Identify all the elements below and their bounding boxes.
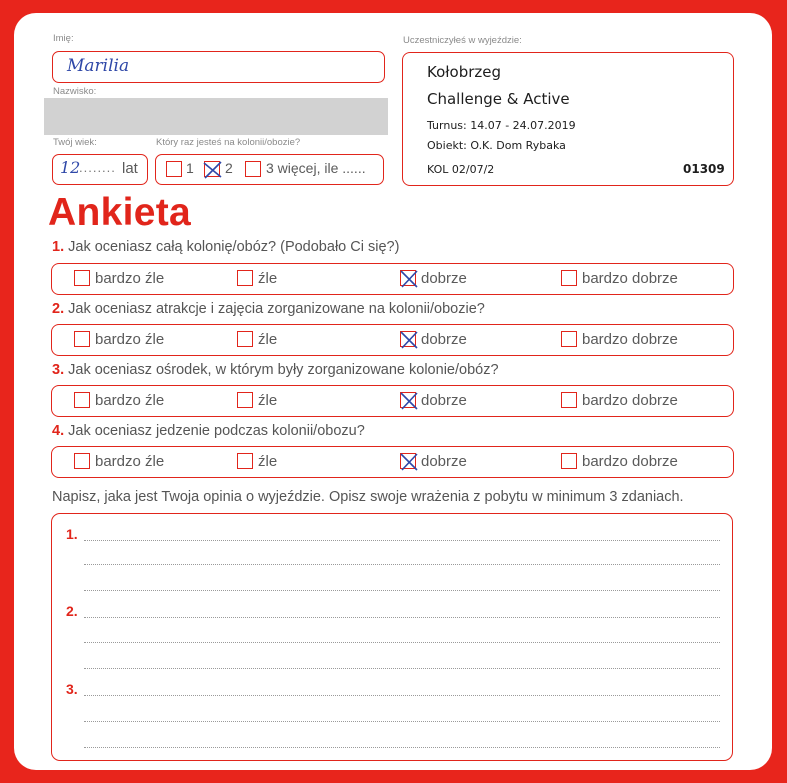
answer-line xyxy=(84,642,720,643)
rating-checkbox[interactable] xyxy=(561,331,577,347)
rating-checkbox[interactable] xyxy=(237,392,253,408)
opinion-box[interactable] xyxy=(51,513,733,761)
rating-option-label: bardzo źle xyxy=(95,453,165,470)
visit-option-3: 3 więcej, ile ...... xyxy=(266,160,366,176)
rating-option-label: bardzo dobrze xyxy=(582,453,678,470)
rating-option-label: dobrze xyxy=(421,270,467,287)
age-unit: lat xyxy=(122,160,138,177)
question-4-options xyxy=(51,446,734,478)
question-1-text xyxy=(52,239,399,255)
answer-line xyxy=(84,668,720,669)
question-3-text xyxy=(52,362,499,378)
rating-checkbox[interactable] xyxy=(400,331,416,347)
question-label: Jak oceniasz całą kolonię/obóz? (Podobało Ci się?) xyxy=(68,239,400,255)
check-mark-icon xyxy=(399,269,419,289)
question-label: Jak oceniasz ośrodek, w którym były zorganizowane kolonie/obóz? xyxy=(68,362,499,378)
question-number: 4. xyxy=(52,423,65,439)
age-field[interactable] xyxy=(52,154,148,185)
rating-checkbox[interactable] xyxy=(561,270,577,286)
rating-option-label: dobrze xyxy=(421,331,467,348)
rating-option-label: bardzo źle xyxy=(95,331,165,348)
visit-field xyxy=(155,154,384,185)
check-mark-icon xyxy=(203,160,223,180)
answer-line xyxy=(84,747,720,748)
name-label: Imię: xyxy=(53,33,74,44)
check-mark-icon xyxy=(399,330,419,350)
answer-line xyxy=(84,564,720,565)
answer-line xyxy=(84,721,720,722)
rating-checkbox[interactable] xyxy=(74,392,90,408)
rating-option-label: bardzo źle xyxy=(95,392,165,409)
opinion-number-3: 3. xyxy=(66,681,78,697)
rating-checkbox[interactable] xyxy=(74,453,90,469)
visit-label: Który raz jesteś na kolonii/obozie? xyxy=(156,137,301,148)
question-label: Jak oceniasz jedzenie podczas kolonii/obozu? xyxy=(68,423,365,439)
visit-option-2: 2 xyxy=(225,160,233,176)
rating-option-label: źle xyxy=(258,453,278,470)
question-4-text xyxy=(52,423,365,439)
rating-checkbox[interactable] xyxy=(561,392,577,408)
camp-turnus: Turnus: 14.07 - 24.07.2019 xyxy=(427,119,576,132)
rating-checkbox[interactable] xyxy=(237,331,253,347)
question-2-options xyxy=(51,324,734,356)
camp-code: KOL 02/07/2 xyxy=(427,163,495,176)
rating-option-label: źle xyxy=(258,392,278,409)
answer-line xyxy=(84,695,720,696)
surname-label: Nazwisko: xyxy=(53,86,97,97)
question-number: 2. xyxy=(52,301,65,317)
rating-option-label: źle xyxy=(258,270,278,287)
visit-checkbox-2[interactable] xyxy=(204,161,220,177)
camp-info-box xyxy=(402,52,734,186)
survey-title: Ankieta xyxy=(48,191,191,234)
age-label: Twój wiek: xyxy=(53,137,97,148)
surname-redaction xyxy=(44,98,388,135)
rating-checkbox[interactable] xyxy=(400,453,416,469)
camp-obiekt: Obiekt: O.K. Dom Rybaka xyxy=(427,139,566,152)
rating-checkbox[interactable] xyxy=(237,453,253,469)
name-value: Marilia xyxy=(67,56,130,76)
answer-line xyxy=(84,590,720,591)
rating-option-label: bardzo dobrze xyxy=(582,270,678,287)
rating-checkbox[interactable] xyxy=(237,270,253,286)
rating-checkbox[interactable] xyxy=(74,270,90,286)
visit-checkbox-1[interactable] xyxy=(166,161,182,177)
camp-number: 01309 xyxy=(683,162,725,176)
age-value: 12 xyxy=(60,158,81,177)
check-mark-icon xyxy=(399,391,419,411)
question-label: Jak oceniasz atrakcje i zajęcia zorganizowane na kolonii/obozie? xyxy=(68,301,485,317)
answer-line xyxy=(84,617,720,618)
rating-option-label: bardzo źle xyxy=(95,270,165,287)
question-3-options xyxy=(51,385,734,417)
rating-option-label: bardzo dobrze xyxy=(582,392,678,409)
camp-city: Kołobrzeg xyxy=(427,63,502,81)
rating-checkbox[interactable] xyxy=(400,270,416,286)
camp-label: Uczestniczyłeś w wyjeździe: xyxy=(403,35,522,46)
opinion-number-2: 2. xyxy=(66,603,78,619)
opinion-number-1: 1. xyxy=(66,526,78,542)
rating-option-label: dobrze xyxy=(421,453,467,470)
rating-option-label: źle xyxy=(258,331,278,348)
question-number: 1. xyxy=(52,239,65,255)
rating-checkbox[interactable] xyxy=(74,331,90,347)
visit-checkbox-3[interactable] xyxy=(245,161,261,177)
opinion-prompt: Napisz, jaka jest Twoja opinia o wyjeździe. Opisz swoje wrażenia z pobytu w minimum 3 zdaniach. xyxy=(52,489,684,505)
question-number: 3. xyxy=(52,362,65,378)
question-1-options xyxy=(51,263,734,295)
rating-option-label: bardzo dobrze xyxy=(582,331,678,348)
rating-option-label: dobrze xyxy=(421,392,467,409)
age-dots: ........ xyxy=(79,160,116,175)
question-2-text xyxy=(52,301,485,317)
check-mark-icon xyxy=(399,452,419,472)
answer-line xyxy=(84,540,720,541)
rating-checkbox[interactable] xyxy=(400,392,416,408)
camp-program: Challenge & Active xyxy=(427,90,570,108)
name-field[interactable] xyxy=(52,51,385,83)
survey-sheet xyxy=(14,13,772,770)
visit-option-1: 1 xyxy=(186,160,194,176)
rating-checkbox[interactable] xyxy=(561,453,577,469)
